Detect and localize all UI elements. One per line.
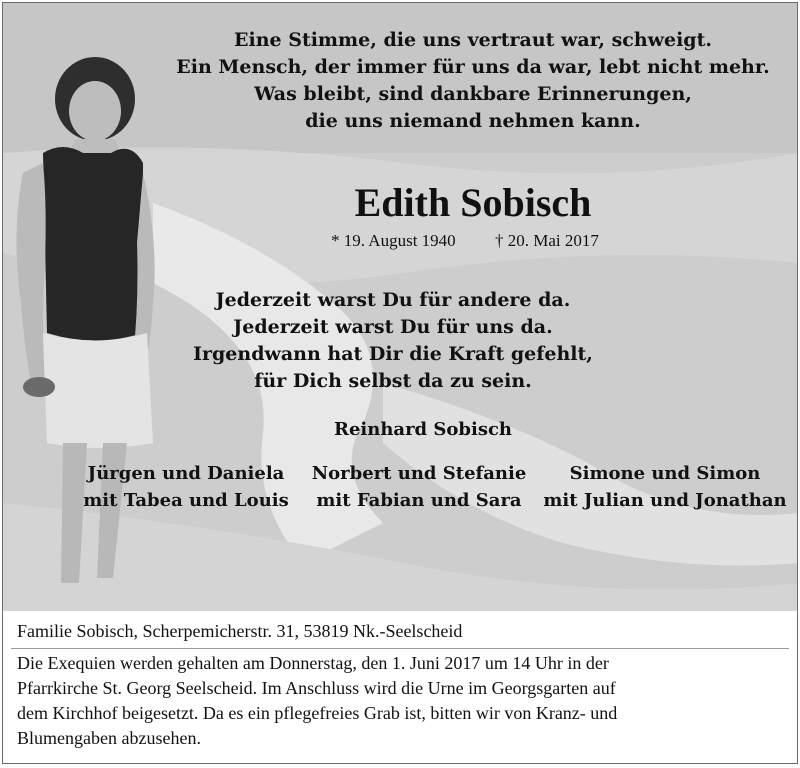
verse-line: für Dich selbst da zu sein. — [254, 370, 532, 392]
funeral-details — [17, 651, 787, 751]
detail-line: Pfarrkirche St. Georg Seelscheid. Im Anschluss wird die Urne im Georgsgarten auf — [17, 678, 616, 698]
verse-line: Eine Stimme, die uns vertraut war, schweigt. — [234, 29, 712, 51]
mourner-family-1 — [81, 460, 291, 514]
verse-line: Jederzeit warst Du für andere da. — [215, 289, 571, 311]
detail-line: Die Exequien werden gehalten am Donnerstag, den 1. Juni 2017 um 14 Uhr in der — [17, 653, 609, 673]
birth-date: * 19. August 1940 — [331, 231, 456, 250]
mourner-line: mit Julian und Jonathan — [543, 490, 787, 511]
verse-line: die uns niemand nehmen kann. — [305, 110, 641, 132]
mourner-line: mit Fabian und Sara — [316, 490, 522, 511]
detail-line: dem Kirchhof beigesetzt. Da es ein pflegefreies Grab ist, bitten wir von Kranz- und — [17, 703, 618, 723]
mourner-line: Simone und Simon — [569, 463, 761, 484]
notice-footer — [3, 611, 797, 764]
verse-line: Irgendwann hat Dir die Kraft gefehlt, — [193, 343, 593, 365]
mourner-family-3 — [543, 460, 787, 514]
verse-line: Ein Mensch, der immer für uns da war, lebt nicht mehr. — [176, 56, 770, 78]
obituary-content — [3, 3, 797, 611]
mourner-line: Norbert und Stefanie — [311, 463, 527, 484]
deceased-name: Edith Sobisch — [354, 180, 592, 225]
verse-line: Was bleibt, sind dankbare Erinnerungen, — [254, 83, 692, 105]
family-address: Familie Sobisch, Scherpemicherstr. 31, 53819 Nk.-Seelscheid — [17, 621, 463, 641]
death-date: † 20. Mai 2017 — [495, 231, 599, 250]
opening-verse — [153, 27, 793, 135]
footer-divider — [11, 648, 789, 649]
middle-verse — [133, 287, 653, 395]
mourner-family-2 — [309, 460, 529, 514]
obituary-notice — [2, 2, 798, 764]
verse-line: Jederzeit warst Du für uns da. — [233, 316, 553, 338]
mourner-line: mit Tabea und Louis — [83, 490, 289, 511]
spouse-name: Reinhard Sobisch — [333, 419, 513, 440]
detail-line: Blumengaben abzusehen. — [17, 728, 201, 748]
mourner-line: Jürgen und Daniela — [87, 463, 285, 484]
